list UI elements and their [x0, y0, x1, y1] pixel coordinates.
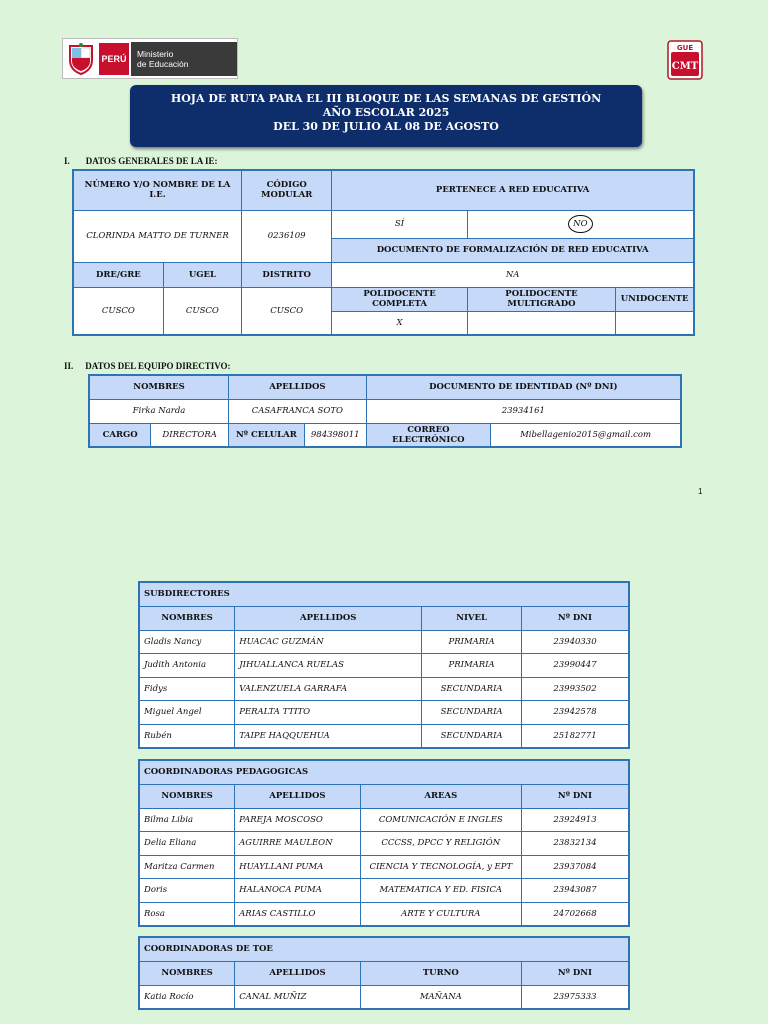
cell-surnames: HUAYLLANI PUMA — [235, 855, 360, 879]
cell-level: PRIMARIA — [422, 654, 522, 678]
table-header: Nº DNI — [521, 784, 629, 808]
subdirectors-table — [138, 581, 630, 749]
table-row — [139, 902, 629, 926]
school-logo-icon — [667, 40, 703, 80]
table-row — [139, 985, 629, 1009]
unidocente — [616, 311, 694, 335]
formalization-doc: NA — [332, 262, 694, 287]
table-row — [139, 677, 629, 701]
table-header: NOMBRES — [139, 606, 235, 630]
cell-dni: 23990447 — [521, 654, 629, 678]
cell-names: Miguel Angel — [139, 701, 235, 725]
cell-names: Katia Rocío — [139, 985, 235, 1009]
table-row — [139, 630, 629, 654]
cell-areas: CCCSS, DPCC Y RELIGIÓN — [360, 832, 521, 856]
table-header: APELLIDOS — [235, 961, 361, 985]
pedagogical-coordinators-table — [138, 759, 630, 927]
table-row — [139, 879, 629, 903]
table-header: NOMBRES — [139, 961, 235, 985]
cell-surnames: JIHUALLANCA RUELAS — [235, 654, 422, 678]
header-dni: DOCUMENTO DE IDENTIDAD (Nº DNI) — [366, 375, 681, 399]
cell-areas: COMUNICACIÓN E INGLES — [360, 808, 521, 832]
toe-title: COORDINADORAS DE TOE — [139, 937, 629, 961]
cell-areas: MATEMATICA Y ED. FISICA — [360, 879, 521, 903]
header-dre: DRE/GRE — [73, 262, 163, 287]
table-header: TURNO — [360, 961, 521, 985]
dre: CUSCO — [73, 287, 163, 335]
table-header: NOMBRES — [139, 784, 235, 808]
logo-ministry-text: Ministerio de Educación — [131, 42, 237, 76]
cell-surnames: CANAL MUÑIZ — [235, 985, 361, 1009]
director-email: Mibellagenio2015@gmail.com — [491, 423, 681, 447]
header-district: DISTRITO — [242, 262, 332, 287]
header-polidocente-completa: POLIDOCENTE COMPLETA — [332, 287, 467, 311]
directive-team-table — [88, 374, 682, 448]
section-1-heading: I. DATOS GENERALES DE LA IE: — [64, 156, 218, 166]
coordinators-title: COORDINADORAS PEDAGOGICAS — [139, 760, 629, 784]
cell-areas: CIENCIA Y TECNOLOGÍA, y EPT — [360, 855, 521, 879]
header-unidocente: UNIDOCENTE — [616, 287, 694, 311]
director-dni: 23934161 — [366, 399, 681, 423]
cell-areas: ARTE Y CULTURA — [360, 902, 521, 926]
cell-dni: 23937084 — [521, 855, 629, 879]
header-ie-name: NÚMERO Y/O NOMBRE DE LA I.E. — [73, 170, 242, 210]
header-email: CORREO ELECTRÓNICO — [366, 423, 490, 447]
cell-surnames: VALENZUELA GARRAFA — [235, 677, 422, 701]
cell-names: Bilma Libia — [139, 808, 235, 832]
director-names: Firka Narda — [89, 399, 229, 423]
cell-dni: 23943087 — [521, 879, 629, 903]
table-header: Nº DNI — [521, 961, 629, 985]
cell-surnames: PERALTA TTITO — [235, 701, 422, 725]
toe-coordinators-table — [138, 936, 630, 1010]
header-surnames: APELLIDOS — [229, 375, 367, 399]
cell-surnames: AGUIRRE MAULEON — [235, 832, 360, 856]
ministry-logo — [62, 38, 238, 79]
cell-level: SECUNDARIA — [422, 701, 522, 725]
table-row — [139, 654, 629, 678]
table-row — [139, 701, 629, 725]
network-no: NO — [568, 215, 592, 233]
cell-names: Fidys — [139, 677, 235, 701]
director-cargo: DIRECTORA — [151, 423, 229, 447]
modular-code: 0236109 — [242, 210, 332, 262]
cell-shift: MAÑANA — [360, 985, 521, 1009]
header-names: NOMBRES — [89, 375, 229, 399]
header-modular-code: CÓDIGO MODULAR — [242, 170, 332, 210]
table-header: NIVEL — [422, 606, 522, 630]
header-network: PERTENECE A RED EDUCATIVA — [332, 170, 694, 210]
table-row — [139, 724, 629, 748]
cell-names: Gladis Nancy — [139, 630, 235, 654]
header-formalization-doc: DOCUMENTO DE FORMALIZACIÓN DE RED EDUCATIVA — [332, 238, 694, 262]
ugel: CUSCO — [163, 287, 241, 335]
peru-shield-icon — [66, 42, 96, 76]
page-number: 1 — [698, 487, 703, 496]
table-header: APELLIDOS — [235, 784, 360, 808]
document-title: HOJA DE RUTA PARA EL III BLOQUE DE LAS SEMANAS DE GESTIÓN AÑO ESCOLAR 2025 DEL 30 DE JULIO AL 08 DE AGOSTO — [130, 85, 642, 147]
network-yes: SÍ — [332, 210, 467, 238]
cell-names: Rosa — [139, 902, 235, 926]
cell-dni: 23975333 — [521, 985, 629, 1009]
cell-names: Judith Antonia — [139, 654, 235, 678]
header-polidocente-multigrado: POLIDOCENTE MULTIGRADO — [467, 287, 615, 311]
cell-dni: 23940330 — [521, 630, 629, 654]
cell-names: Doris — [139, 879, 235, 903]
general-data-table — [72, 169, 695, 336]
cell-dni: 23942578 — [521, 701, 629, 725]
table-row — [139, 808, 629, 832]
cell-names: Maritza Carmen — [139, 855, 235, 879]
table-row — [139, 855, 629, 879]
header-cargo: CARGO — [89, 423, 151, 447]
district: CUSCO — [242, 287, 332, 335]
logo-peru-text: PERÚ — [99, 43, 129, 75]
polidocente-completa: X — [332, 311, 467, 335]
table-header: Nº DNI — [521, 606, 629, 630]
cell-dni: 23924913 — [521, 808, 629, 832]
school-logo-text: GUE — [676, 44, 694, 52]
cell-surnames: TAIPE HAQQUEHUA — [235, 724, 422, 748]
subdirectors-title: SUBDIRECTORES — [139, 582, 629, 606]
cell-surnames: HUACAC GUZMÁN — [235, 630, 422, 654]
table-header: AREAS — [360, 784, 521, 808]
cell-surnames: HALANOCA PUMA — [235, 879, 360, 903]
cell-level: SECUNDARIA — [422, 677, 522, 701]
ie-name: CLORINDA MATTO DE TURNER — [73, 210, 242, 262]
cell-dni: 23993502 — [521, 677, 629, 701]
cell-names: Rubén — [139, 724, 235, 748]
cell-dni: 25182771 — [521, 724, 629, 748]
director-phone: 984398011 — [304, 423, 366, 447]
cell-level: SECUNDARIA — [422, 724, 522, 748]
table-row — [139, 832, 629, 856]
cell-level: PRIMARIA — [422, 630, 522, 654]
school-logo-mark: CMT — [671, 61, 699, 72]
cell-names: Delia Eliana — [139, 832, 235, 856]
section-2-heading: II. DATOS DEL EQUIPO DIRECTIVO: — [64, 361, 231, 371]
polidocente-multigrado — [467, 311, 615, 335]
director-surnames: CASAFRANCA SOTO — [229, 399, 367, 423]
cell-dni: 23832134 — [521, 832, 629, 856]
cell-surnames: PAREJA MOSCOSO — [235, 808, 360, 832]
header-ugel: UGEL — [163, 262, 241, 287]
cell-surnames: ARIAS CASTILLO — [235, 902, 360, 926]
header-phone: Nº CELULAR — [229, 423, 305, 447]
table-header: APELLIDOS — [235, 606, 422, 630]
cell-dni: 24702668 — [521, 902, 629, 926]
